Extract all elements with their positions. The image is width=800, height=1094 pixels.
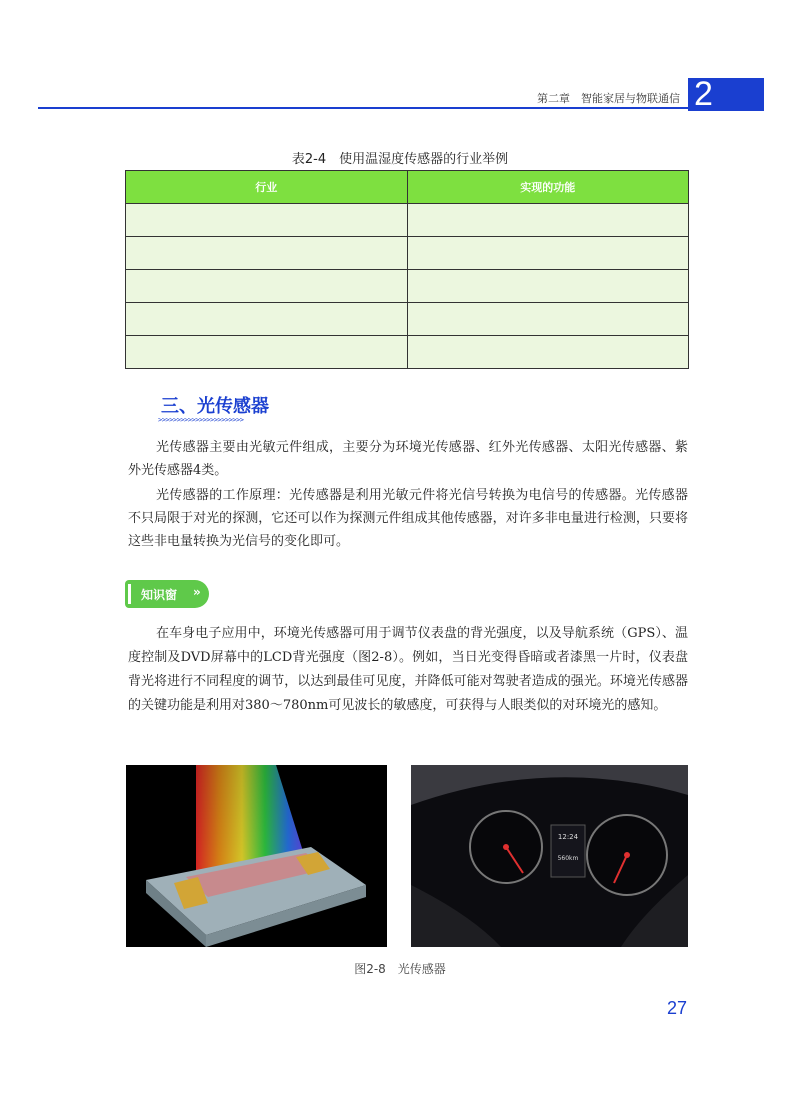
table-cell — [407, 270, 689, 303]
chapter-header-label: 第二章 智能家居与物联通信 — [537, 92, 680, 105]
table-header-industry: 行业 — [126, 171, 408, 204]
industry-table — [125, 170, 689, 369]
table-header-function: 实现的功能 — [407, 171, 689, 204]
table-cell — [126, 204, 408, 237]
table-header-row — [126, 171, 689, 204]
header-rule — [38, 107, 688, 109]
table-cell — [126, 270, 408, 303]
light-sensor-chip-image — [126, 765, 387, 947]
table-row — [126, 336, 689, 369]
table-row — [126, 270, 689, 303]
chapter-number: 2 — [694, 75, 713, 113]
page-number: 27 — [667, 998, 688, 1018]
knowledge-window-badge — [125, 580, 209, 608]
body-paragraph-1: 光传感器主要由光敏元件组成，主要分为环境光传感器、红外光传感器、太阳光传感器、紫外光传感器4类。 — [128, 440, 688, 478]
dashboard-range: 560km — [557, 855, 579, 862]
table-row — [126, 204, 689, 237]
chevron-right-icon: » — [193, 585, 201, 599]
table-cell — [407, 204, 689, 237]
table-caption: 表2-4 使用温湿度传感器的行业举例 — [291, 152, 509, 167]
car-dashboard-image — [411, 765, 688, 947]
knowledge-window-label: 知识窗 — [141, 588, 178, 602]
table-row — [126, 303, 689, 336]
section-title-arrows: >>>>>>>>>>>>>>>>>>>>>>> — [158, 416, 244, 424]
chapter-number-badge — [688, 75, 764, 113]
figure-caption: 图2-8 光传感器 — [354, 962, 446, 976]
dashboard-clock: 12:24 — [557, 833, 579, 841]
table-cell — [126, 303, 408, 336]
car-dashboard-illustration — [411, 765, 688, 947]
table-cell — [126, 336, 408, 369]
table-cell — [407, 336, 689, 369]
table-cell — [126, 237, 408, 270]
badge-stripe — [128, 584, 131, 604]
table-cell — [407, 237, 689, 270]
section-title: 三、光传感器 — [161, 396, 269, 417]
table-row — [126, 237, 689, 270]
light-sensor-chip-illustration — [126, 765, 387, 947]
table-cell — [407, 303, 689, 336]
knowledge-paragraph: 在车身电子应用中，环境光传感器可用于调节仪表盘的背光强度，以及导航系统（GPS）、温度控制及DVD屏幕中的LCD背光强度（图2-8）。例如，当日光变得昏暗或者漆黑一片时，仪表盘背光将进行不同程度的调节，以达到最佳可见度，并降低可能对驾驶者造成的强光。环境光传感器的关键功能是利用对380～780nm可见波长的敏感度，可获得与人眼类似的对环境光的感知。 — [128, 626, 688, 713]
body-paragraph-2: 光传感器的工作原理：光传感器是利用光敏元件将光信号转换为电信号的传感器。光传感器不只局限于对光的探测，它还可以作为探测元件组成其他传感器，对许多非电量进行检测，只要将这些非电量转换为光信号的变化即可。 — [128, 488, 688, 549]
